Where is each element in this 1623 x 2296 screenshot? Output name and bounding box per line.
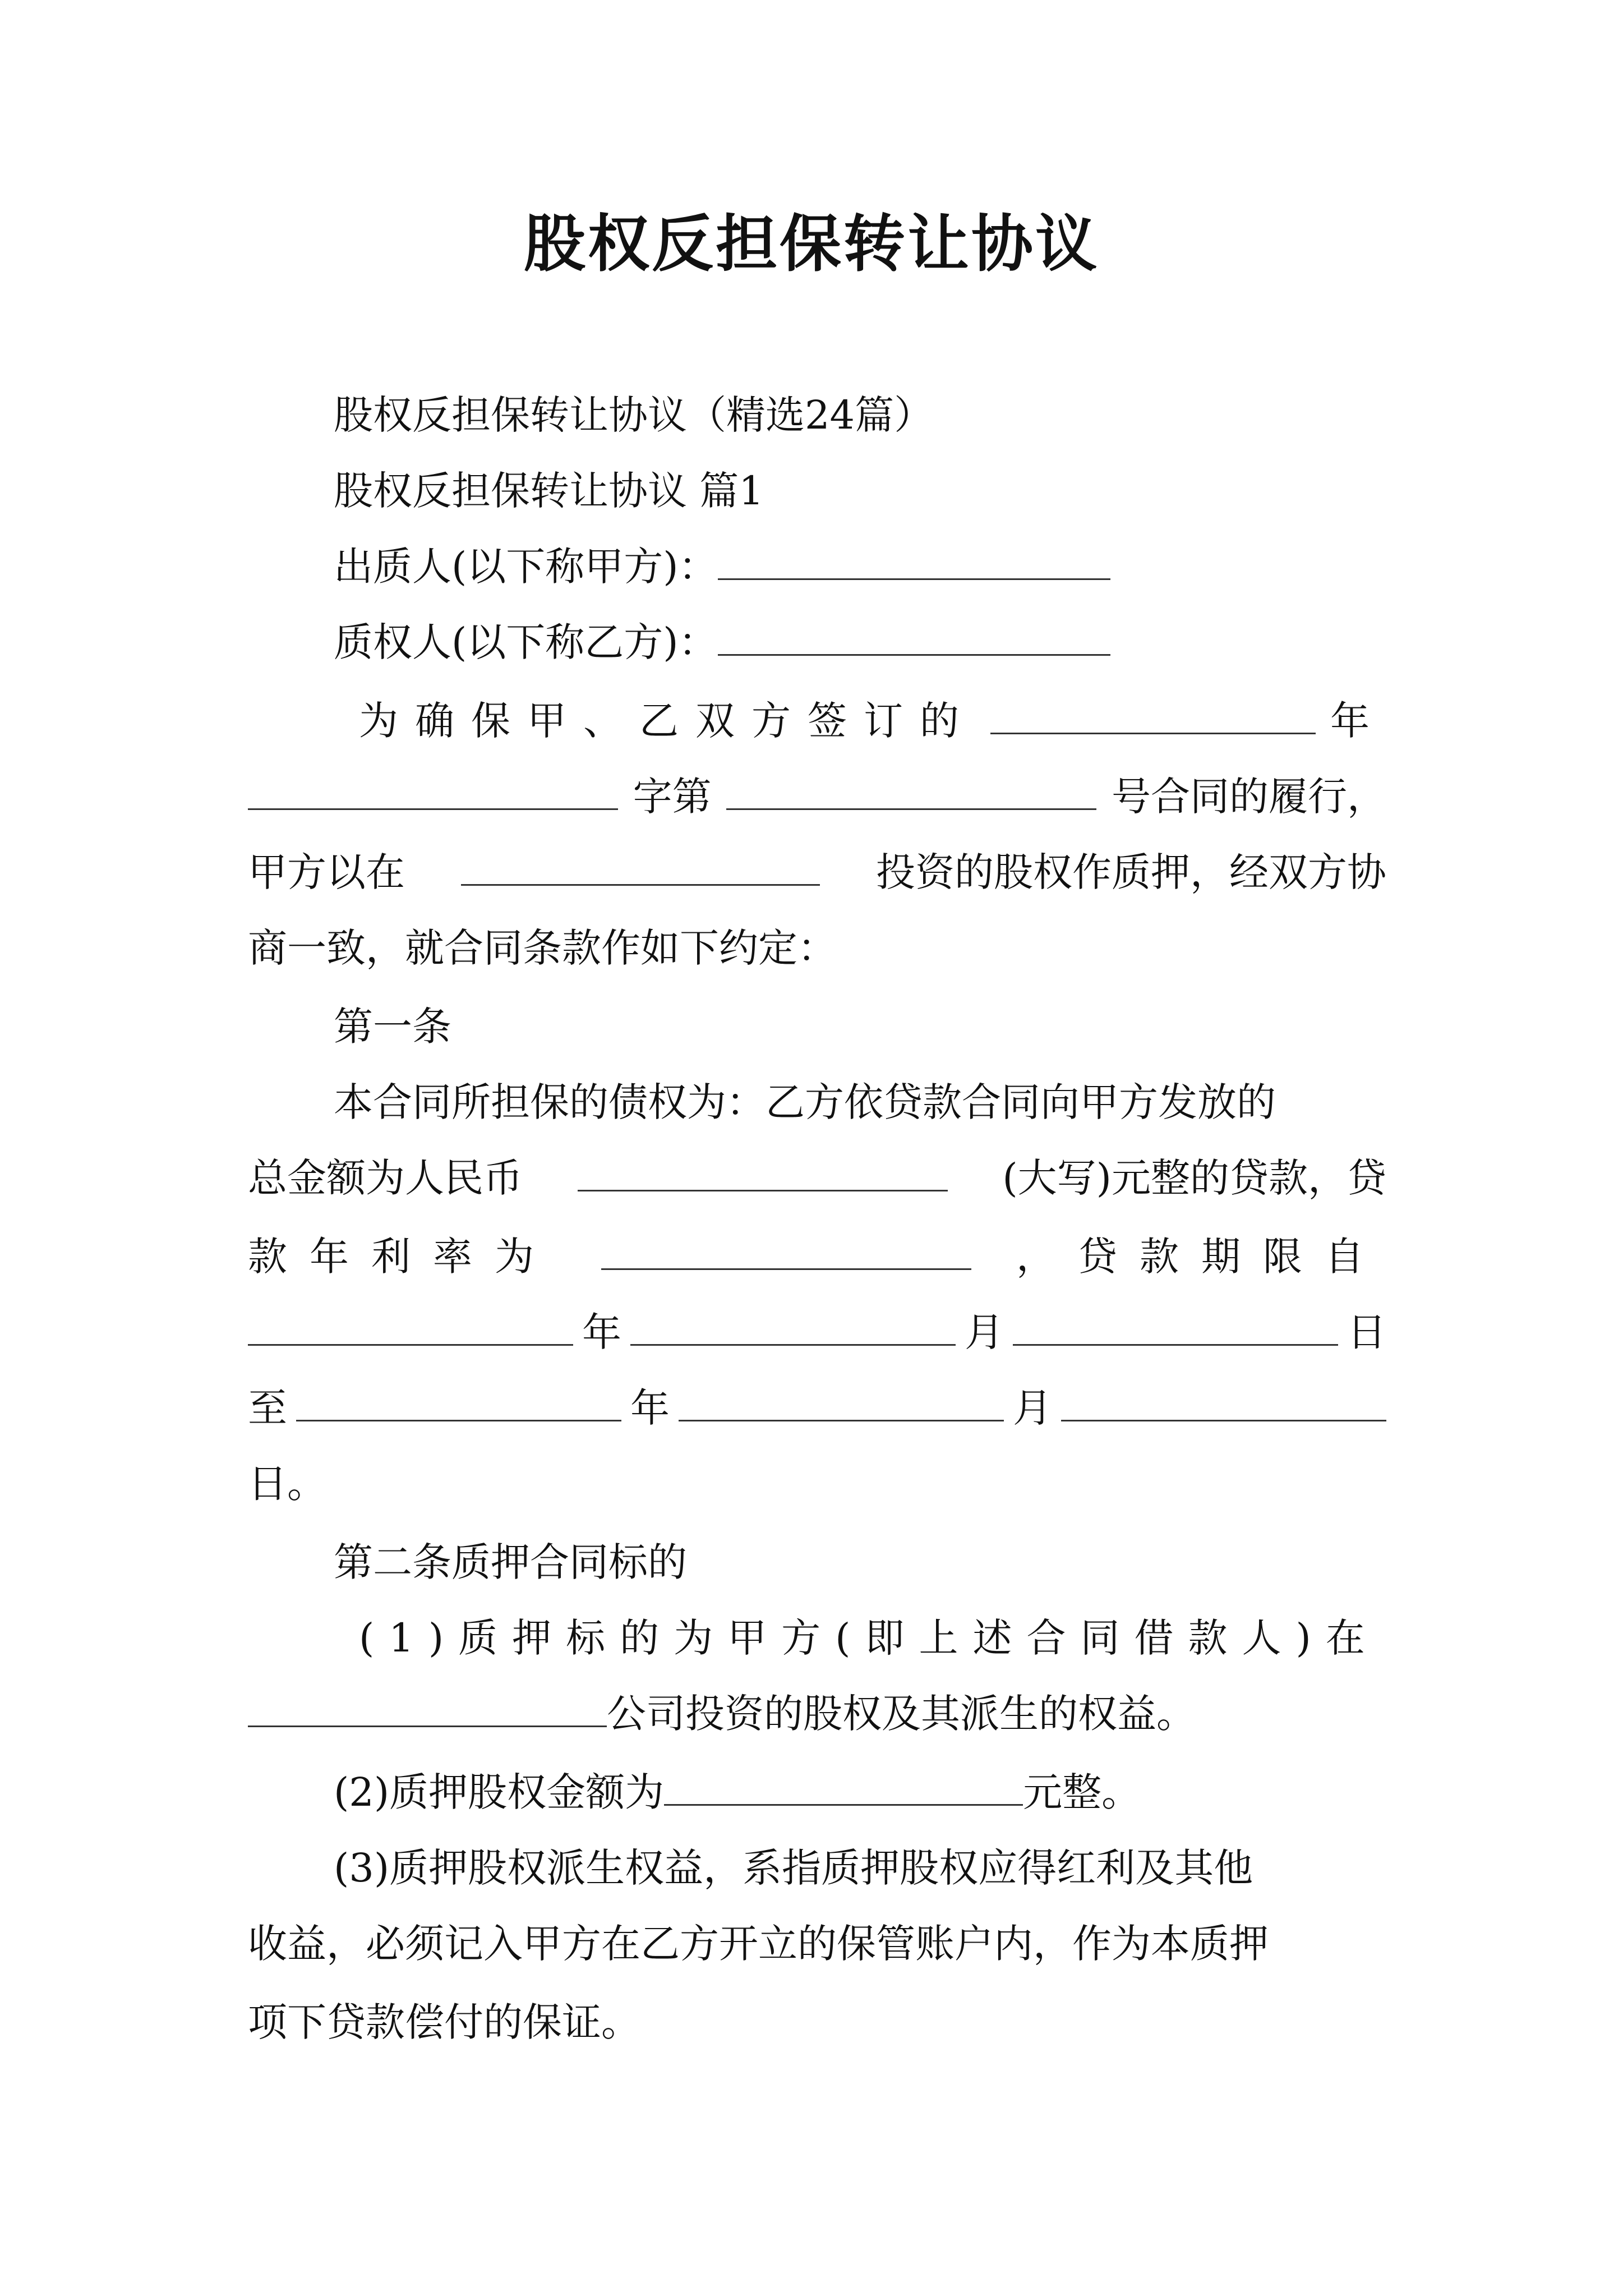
text-span: 日	[1347, 1309, 1386, 1355]
invest-place-blank[interactable]	[461, 846, 820, 886]
text-span: (大写)元整的贷款，贷	[1002, 1155, 1386, 1201]
text-span: 至	[248, 1385, 287, 1431]
section-heading-text: 股权反担保转让协议 篇1	[334, 468, 764, 514]
text-span: 元整。	[1023, 1769, 1141, 1815]
contract-word-blank[interactable]	[248, 770, 618, 810]
company-blank[interactable]	[248, 1687, 607, 1727]
text-span: 投资的股权作质押，经双方协	[876, 849, 1386, 895]
paragraph-line	[359, 1610, 1386, 1666]
pledgor-blank[interactable]	[718, 540, 1110, 580]
paragraph-line	[248, 1994, 1386, 2050]
document-title: 股权反担保转让协议	[524, 208, 1099, 280]
amount-blank[interactable]	[578, 1152, 948, 1191]
text-span: 字第	[633, 774, 712, 820]
start-year-blank[interactable]	[248, 1306, 573, 1346]
section-heading	[334, 463, 1386, 519]
paragraph-line	[334, 1074, 1386, 1130]
paragraph-line	[248, 769, 1386, 825]
paragraph-line	[248, 1456, 1386, 1512]
text-span: 商一致，就合同条款作如下约定：	[248, 925, 837, 971]
pledge-amount-blank[interactable]	[664, 1766, 1023, 1806]
paragraph-line	[359, 693, 1386, 749]
text-span: 公司投资的股权及其派生的权益。	[607, 1691, 1196, 1737]
pledgee-blank[interactable]	[718, 616, 1110, 656]
pledgor-line	[334, 539, 1386, 595]
text-span: 项下贷款偿付的保证。	[248, 1999, 640, 2045]
paragraph-line	[248, 920, 1386, 976]
text-span: 甲方以在	[248, 849, 405, 895]
text-span: (1)质押标的为甲方(即上述合同借款人)在	[359, 1615, 1380, 1661]
contract-number-blank[interactable]	[726, 770, 1096, 810]
end-day-blank[interactable]	[1061, 1382, 1386, 1421]
paragraph-line	[248, 1916, 1386, 1972]
article-heading-text: 第二条质押合同标的	[334, 1539, 687, 1585]
paragraph-line	[248, 1150, 1386, 1206]
end-year-blank[interactable]	[296, 1382, 621, 1421]
text-span: 日。	[248, 1461, 326, 1507]
text-span: 年	[582, 1309, 621, 1355]
start-day-blank[interactable]	[1013, 1306, 1338, 1346]
pledgee-label: 质权人(以下称乙方)：	[334, 619, 718, 665]
article-2-heading	[334, 1534, 1386, 1590]
end-month-blank[interactable]	[679, 1382, 1004, 1421]
paragraph-line	[248, 1228, 1386, 1285]
pledgor-label: 出质人(以下称甲方)：	[334, 544, 718, 590]
start-month-blank[interactable]	[630, 1306, 956, 1346]
text-span: 月	[965, 1309, 1004, 1355]
paragraph-line	[334, 1840, 1386, 1896]
text-span: 年	[630, 1385, 670, 1431]
article-heading-text: 第一条	[334, 1004, 451, 1050]
interest-rate-blank[interactable]	[601, 1230, 971, 1270]
paragraph-line	[248, 1304, 1386, 1360]
text-span: 收益，必须记入甲方在乙方开立的保管账户内，作为本质押	[248, 1921, 1269, 1967]
text-span: 号合同的履行，	[1111, 774, 1386, 820]
paragraph-line	[248, 1380, 1386, 1436]
text-span: (2)质押股权金额为	[334, 1769, 665, 1815]
paragraph-line	[248, 844, 1386, 900]
text-span: (3)质押股权派生权益，系指质押股权应得红利及其他	[334, 1845, 1253, 1891]
paragraph-line	[248, 1686, 1386, 1742]
text-span: 月	[1013, 1385, 1052, 1431]
text-span: 本合同所担保的债权为：乙方依贷款合同向甲方发放的	[334, 1079, 1276, 1125]
subtitle-text: 股权反担保转让协议（精选24篇）	[334, 392, 934, 438]
text-span: 为确保甲、乙双方签订的	[359, 698, 976, 744]
subtitle-line	[334, 387, 1386, 443]
text-span: ，贷款期限自	[1016, 1234, 1386, 1280]
text-span: 款年利率为	[248, 1234, 556, 1280]
text-span: 年	[1330, 698, 1386, 744]
paragraph-line	[334, 1764, 1386, 1820]
year-blank[interactable]	[990, 694, 1316, 734]
text-span: 总金额为人民币	[248, 1155, 523, 1201]
pledgee-line	[334, 614, 1386, 670]
article-1-heading	[334, 999, 1386, 1055]
